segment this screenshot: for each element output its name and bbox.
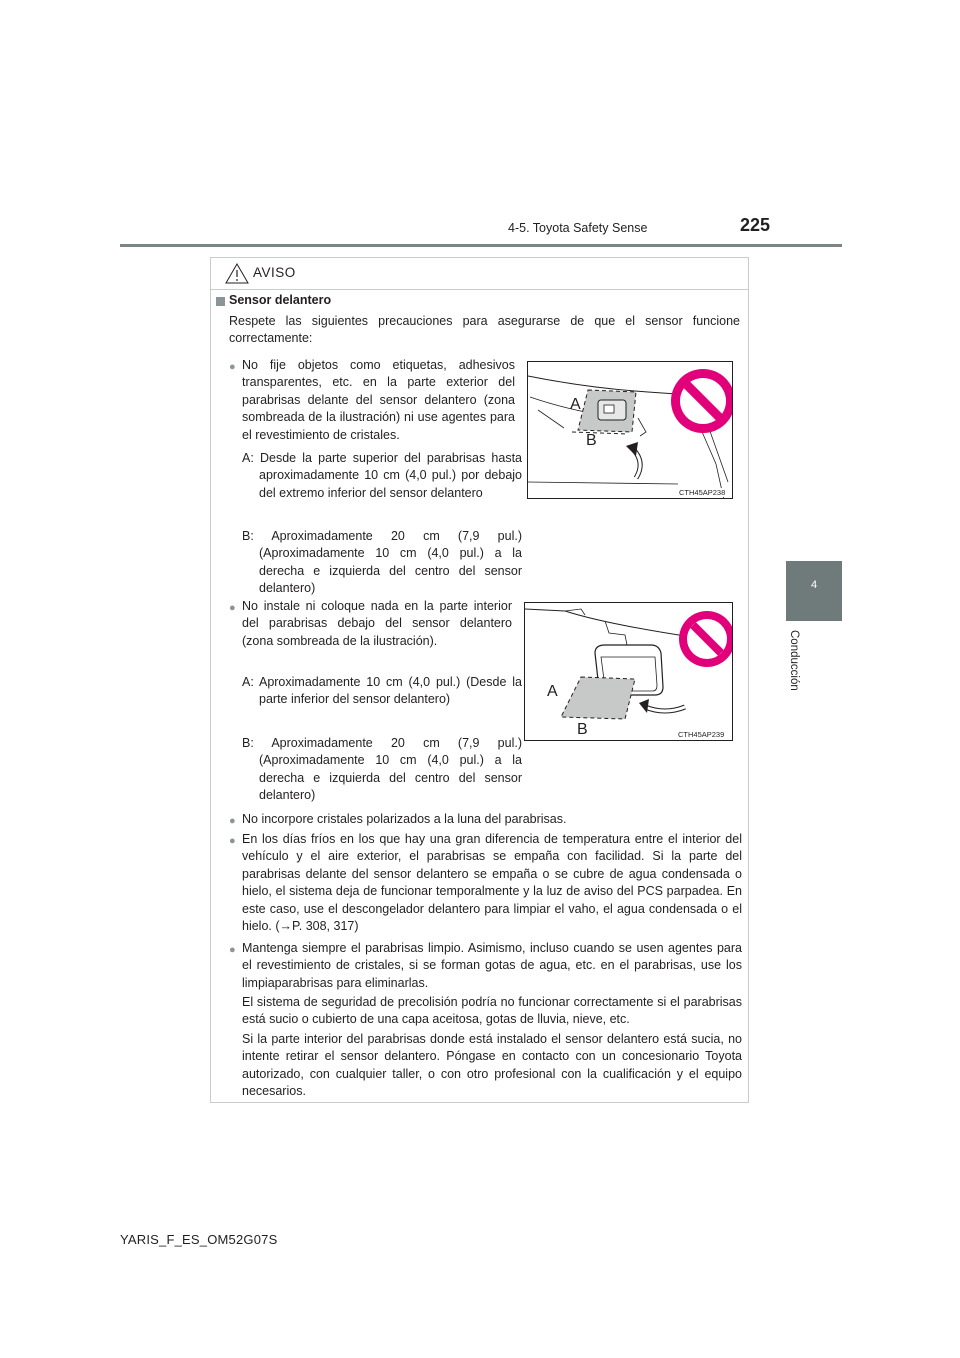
item2-text: No instale ni coloque nada en la parte interior del parabrisas debajo del sensor delantero (zona sombreada de la ilustración). — [242, 599, 512, 648]
item3-text: No incorpore cristales polarizados a la luna del parabrisas. — [242, 812, 567, 826]
intro-text: Respete las siguientes precauciones para asegurarse de que el sensor funcione correctamente: — [229, 314, 740, 346]
item4-text: En los días fríos en los que hay una gran diferencia de temperatura entre el interior del vehículo y el aire exterior, el parabrisas se empaña con facilidad. Si la parte del parabrisas delante del sensor delantero se empaña o se cubre de agua condensada o hielo, el sistema deja de funcionar temporalmente y la luz de aviso del PCS parpadea. En este caso, use el descongelador delantero para limpiar el vaho, el agua condensada o el hielo. (→P. 308, 317) — [242, 832, 742, 934]
chapter-label-text: Conducción — [788, 630, 800, 691]
chapter-tab: 4 — [786, 561, 842, 621]
figure-label-b: B — [586, 432, 597, 449]
document-code: YARIS_F_ES_OM52G07S — [120, 1232, 278, 1247]
item2-a: A: Aproximadamente 10 cm (4,0 pul.) (Desde la parte inferior del sensor delantero) — [242, 675, 522, 707]
figure-windshield-exterior — [527, 361, 733, 499]
heading-square-icon — [216, 297, 225, 306]
windshield-interior-illustration — [525, 603, 733, 741]
figure-windshield-interior — [524, 602, 733, 741]
header-rule — [120, 244, 842, 247]
bullet-icon: ● — [229, 944, 236, 956]
item5-paragraph3: Si la parte interior del parabrisas donde está instalado el sensor delantero está sucia, no intente retirar el sensor delantero. Póngase en contacto con un concesionario Toyota autorizado, con cualquier taller, o con otro profesional con la cualificación y el equipo necesarios. — [242, 1032, 742, 1099]
item1-text: No fije objetos como etiquetas, adhesivos transparentes, etc. en la parte exterior del parabrisas delante del sensor delantero (zona sombreada de la ilustración) ni use agentes para el revestimiento de cristales. — [242, 358, 515, 442]
figure-label-a: A — [547, 683, 558, 700]
item1-a: A: Desde la parte superior del parabrisas hasta aproximadamente 10 cm (4,0 pul.) por debajo del extremo inferior del sensor delantero — [242, 451, 522, 500]
bullet-icon: ● — [229, 361, 236, 373]
chapter-label — [788, 630, 816, 720]
bullet-icon: ● — [229, 815, 236, 827]
figure-label-b: B — [577, 721, 588, 738]
item2-b: B: Aproximadamente 20 cm (7,9 pul.) (Aproximadamente 10 cm (4,0 pul.) a la derecha e izquierda del centro del sensor delantero) — [242, 736, 522, 803]
windshield-exterior-illustration — [528, 362, 733, 499]
figure-code: CTH45AP239 — [678, 730, 725, 739]
section-title: 4-5. Toyota Safety Sense — [508, 221, 648, 235]
figure-code: CTH45AP238 — [679, 488, 726, 497]
warning-title: AVISO — [253, 265, 296, 280]
warning-triangle-icon — [225, 263, 249, 284]
page-number: 225 — [740, 215, 771, 235]
item5-text: Mantenga siempre el parabrisas limpio. Asimismo, incluso cuando se usen agentes para el revestimiento de cristales, si se forman gotas de agua, etc. en el parabrisas, use los limpiaparabrisas para eliminarlas. — [242, 941, 742, 990]
bullet-icon: ● — [229, 602, 236, 614]
item1-b: B: Aproximadamente 20 cm (7,9 pul.) (Aproximadamente 10 cm (4,0 pul.) a la derecha e izquierda del centro del sensor delantero) — [242, 529, 522, 596]
figure-label-a: A — [570, 396, 581, 413]
item5-paragraph2: El sistema de seguridad de precolisión podría no funcionar correctamente si el parabrisas está sucio o cubierto de una capa aceitosa, gotas de lluvia, nieve, etc. — [242, 995, 742, 1027]
section-heading: Sensor delantero — [229, 293, 332, 307]
warning-title-bar — [211, 258, 748, 290]
bullet-icon: ● — [229, 835, 236, 847]
